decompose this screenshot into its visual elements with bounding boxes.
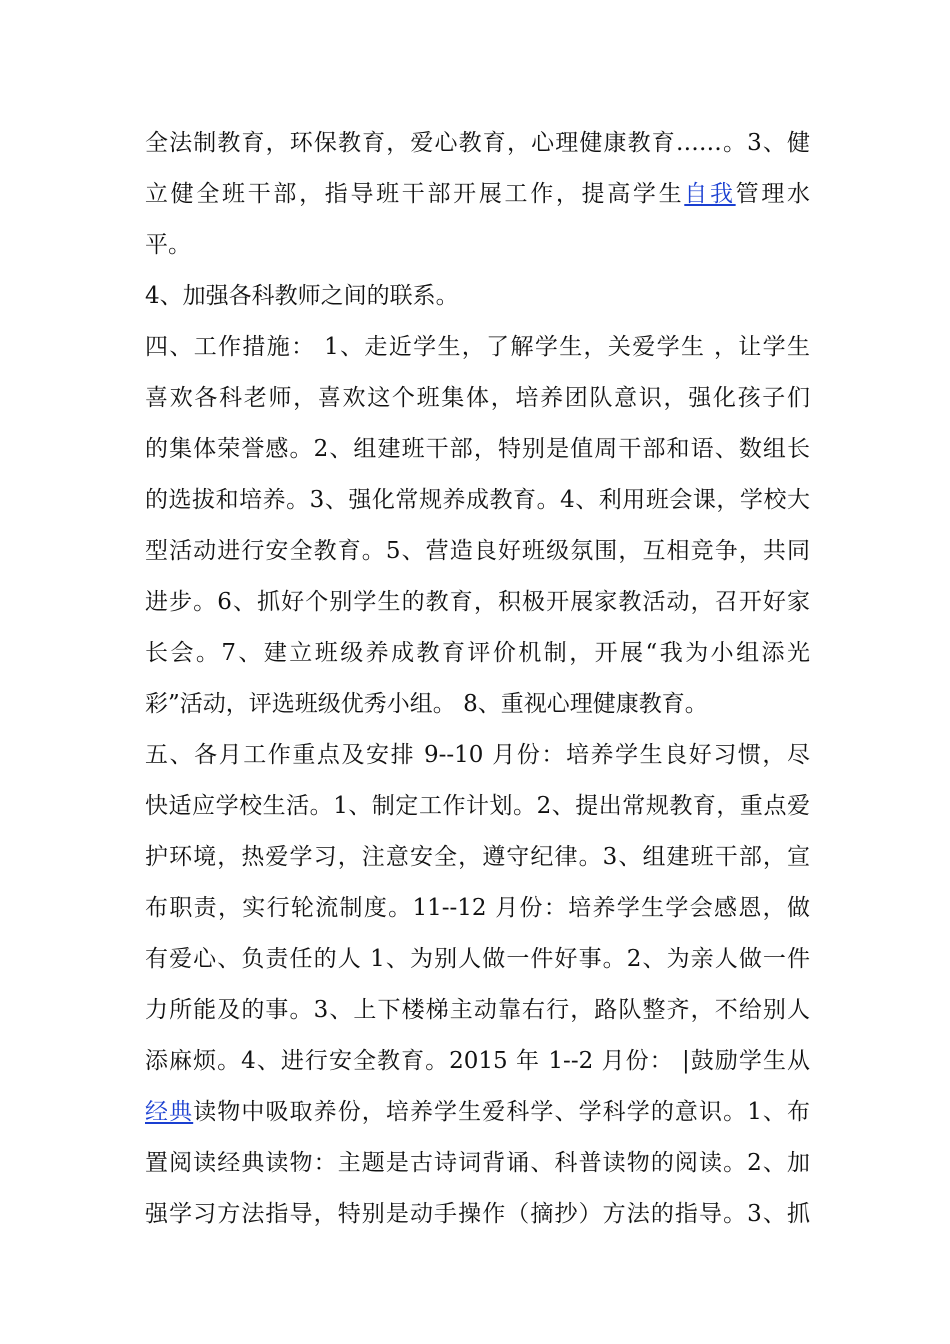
text-segment: 平。 — [145, 232, 191, 258]
text-segment: 强学习方法指导，特别是动手操作（摘抄）方法的指导。3、抓 — [145, 1201, 810, 1227]
text-line — [145, 1087, 810, 1138]
text-line — [145, 1036, 810, 1087]
text-line — [145, 424, 810, 475]
text-line — [145, 220, 810, 271]
text-line — [145, 730, 810, 781]
text-line — [145, 169, 810, 220]
text-line — [145, 322, 810, 373]
text-segment: 4、加强各科教师之间的联系。 — [145, 283, 459, 309]
text-segment: 五、各月工作重点及安排 9--10 月份：培养学生良好习惯，尽 — [145, 742, 810, 768]
text-line — [145, 526, 810, 577]
text-segment: 立健全班干部，指导班干部开展工作，提高学生 — [145, 181, 685, 207]
text-line — [145, 679, 810, 730]
text-line — [145, 934, 810, 985]
text-segment: 布职责，实行轮流制度。11--12 月份：培养学生学会感恩，做 — [145, 895, 810, 921]
text-segment: 进步。6、抓好个别学生的教育，积极开展家教活动，召开好家 — [145, 589, 810, 615]
text-segment: 力所能及的事。3、上下楼梯主动靠右行，路队整齐，不给别人 — [145, 997, 810, 1023]
text-line — [145, 781, 810, 832]
text-segment: 管理水 — [735, 181, 811, 207]
text-line — [145, 883, 810, 934]
text-segment: 喜欢各科老师，喜欢这个班集体，培养团队意识，强化孩子们 — [145, 385, 810, 411]
text-segment: 置阅读经典读物：主题是古诗词背诵、科普读物的阅读。2、加 — [145, 1150, 810, 1176]
text-line — [145, 1189, 810, 1240]
text-line — [145, 985, 810, 1036]
text-line — [145, 577, 810, 628]
text-segment: 型活动进行安全教育。5、营造良好班级氛围，互相竞争，共同 — [145, 538, 810, 564]
hyperlink[interactable]: 经典 — [145, 1099, 194, 1125]
document-body — [145, 118, 810, 1240]
text-segment: 读物中吸取养份，培养学生爱科学、学科学的意识。1、布 — [193, 1099, 811, 1125]
text-segment: 的集体荣誉感。2、组建班干部，特别是值周干部和语、数组长 — [145, 436, 810, 462]
text-line — [145, 271, 810, 322]
text-segment: 快适应学校生活。1、制定工作计划。2、提出常规教育，重点爱 — [145, 793, 810, 819]
text-segment: 彩”活动，评选班级优秀小组。 8、重视心理健康教育。 — [145, 691, 708, 717]
text-line — [145, 475, 810, 526]
text-segment: 有爱心、负责任的人 1、为别人做一件好事。2、为亲人做一件 — [145, 946, 810, 972]
text-segment: 的选拔和培养。3、强化常规养成教育。4、利用班会课，学校大 — [145, 487, 810, 513]
text-line — [145, 832, 810, 883]
text-segment: 护环境，热爱学习，注意安全，遵守纪律。3、组建班干部，宣 — [145, 844, 810, 870]
text-line — [145, 118, 810, 169]
hyperlink[interactable]: 自我 — [684, 181, 736, 207]
text-line — [145, 373, 810, 424]
text-segment: 四、工作措施： 1、走近学生，了解学生，关爱学生 ，让学生 — [145, 334, 810, 360]
text-line — [145, 628, 810, 679]
text-line — [145, 1138, 810, 1189]
text-segment: 添麻烦。4、进行安全教育。2015 年 1--2 月份： |鼓励学生从 — [145, 1048, 810, 1074]
text-segment: 全法制教育，环保教育，爱心教育，心理健康教育……。3、健 — [145, 130, 810, 156]
text-segment: 长会。7、建立班级养成教育评价机制，开展“我为小组添光 — [145, 640, 810, 666]
